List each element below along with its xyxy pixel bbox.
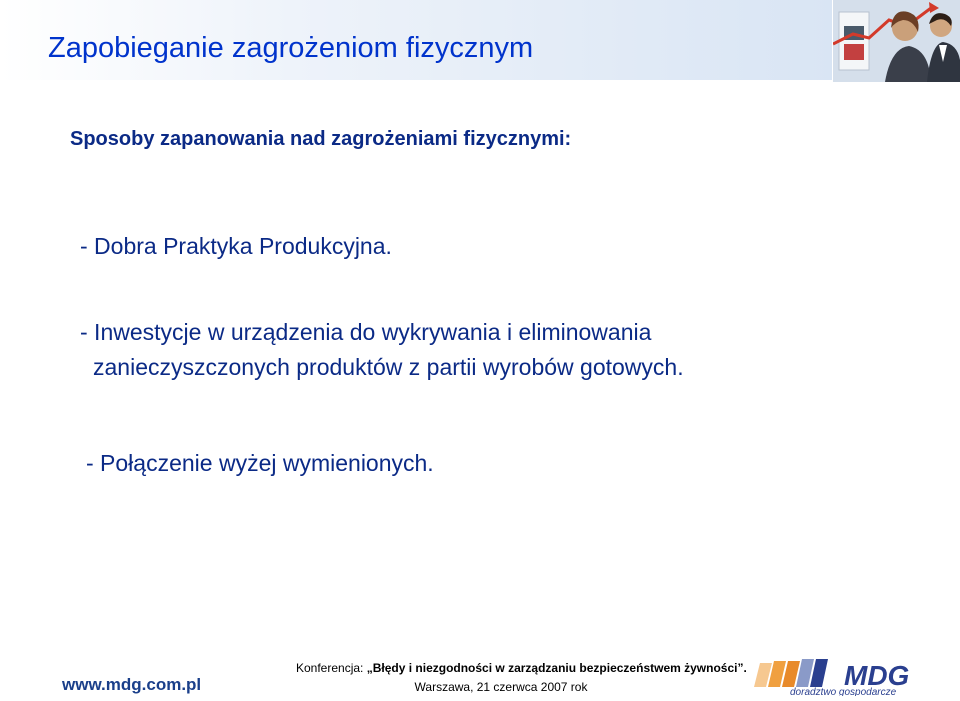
content-subtitle: Sposoby zapanowania nad zagrożeniami fizycznymi:: [70, 128, 572, 150]
bullet-investments-line-2: zanieczyszczonych produktów z partii wyrobów gotowych.: [93, 354, 684, 380]
mdg-logo-tagline: doradztwo gospodarcze: [790, 687, 897, 696]
bullet-good-manufacturing-practice: - Dobra Praktyka Produkcyjna.: [80, 233, 392, 259]
bullet-investments-line-1: - Inwestycje w urządzenia do wykrywania i eliminowania: [80, 319, 652, 345]
header-photo: [833, 0, 960, 82]
slide-title: Zapobieganie zagrożeniom fizycznym: [48, 32, 534, 64]
website-link[interactable]: www.mdg.com.pl: [62, 675, 202, 694]
mdg-logo: [754, 655, 960, 696]
conference-title: „Błędy i niezgodności w zarządzaniu bezpieczeństwem żywności”.: [366, 661, 747, 675]
bullet-combination: - Połączenie wyżej wymienionych.: [86, 450, 434, 476]
conference-place-date: Warszawa, 21 czerwca 2007 rok: [414, 680, 588, 694]
mdg-logo-text: MDG: [844, 660, 910, 691]
footer-conference: [296, 661, 756, 694]
bullet-investments: [80, 315, 684, 385]
mdg-logo-bars-icon: [754, 659, 828, 687]
conference-prefix: Konferencja:: [296, 661, 367, 675]
